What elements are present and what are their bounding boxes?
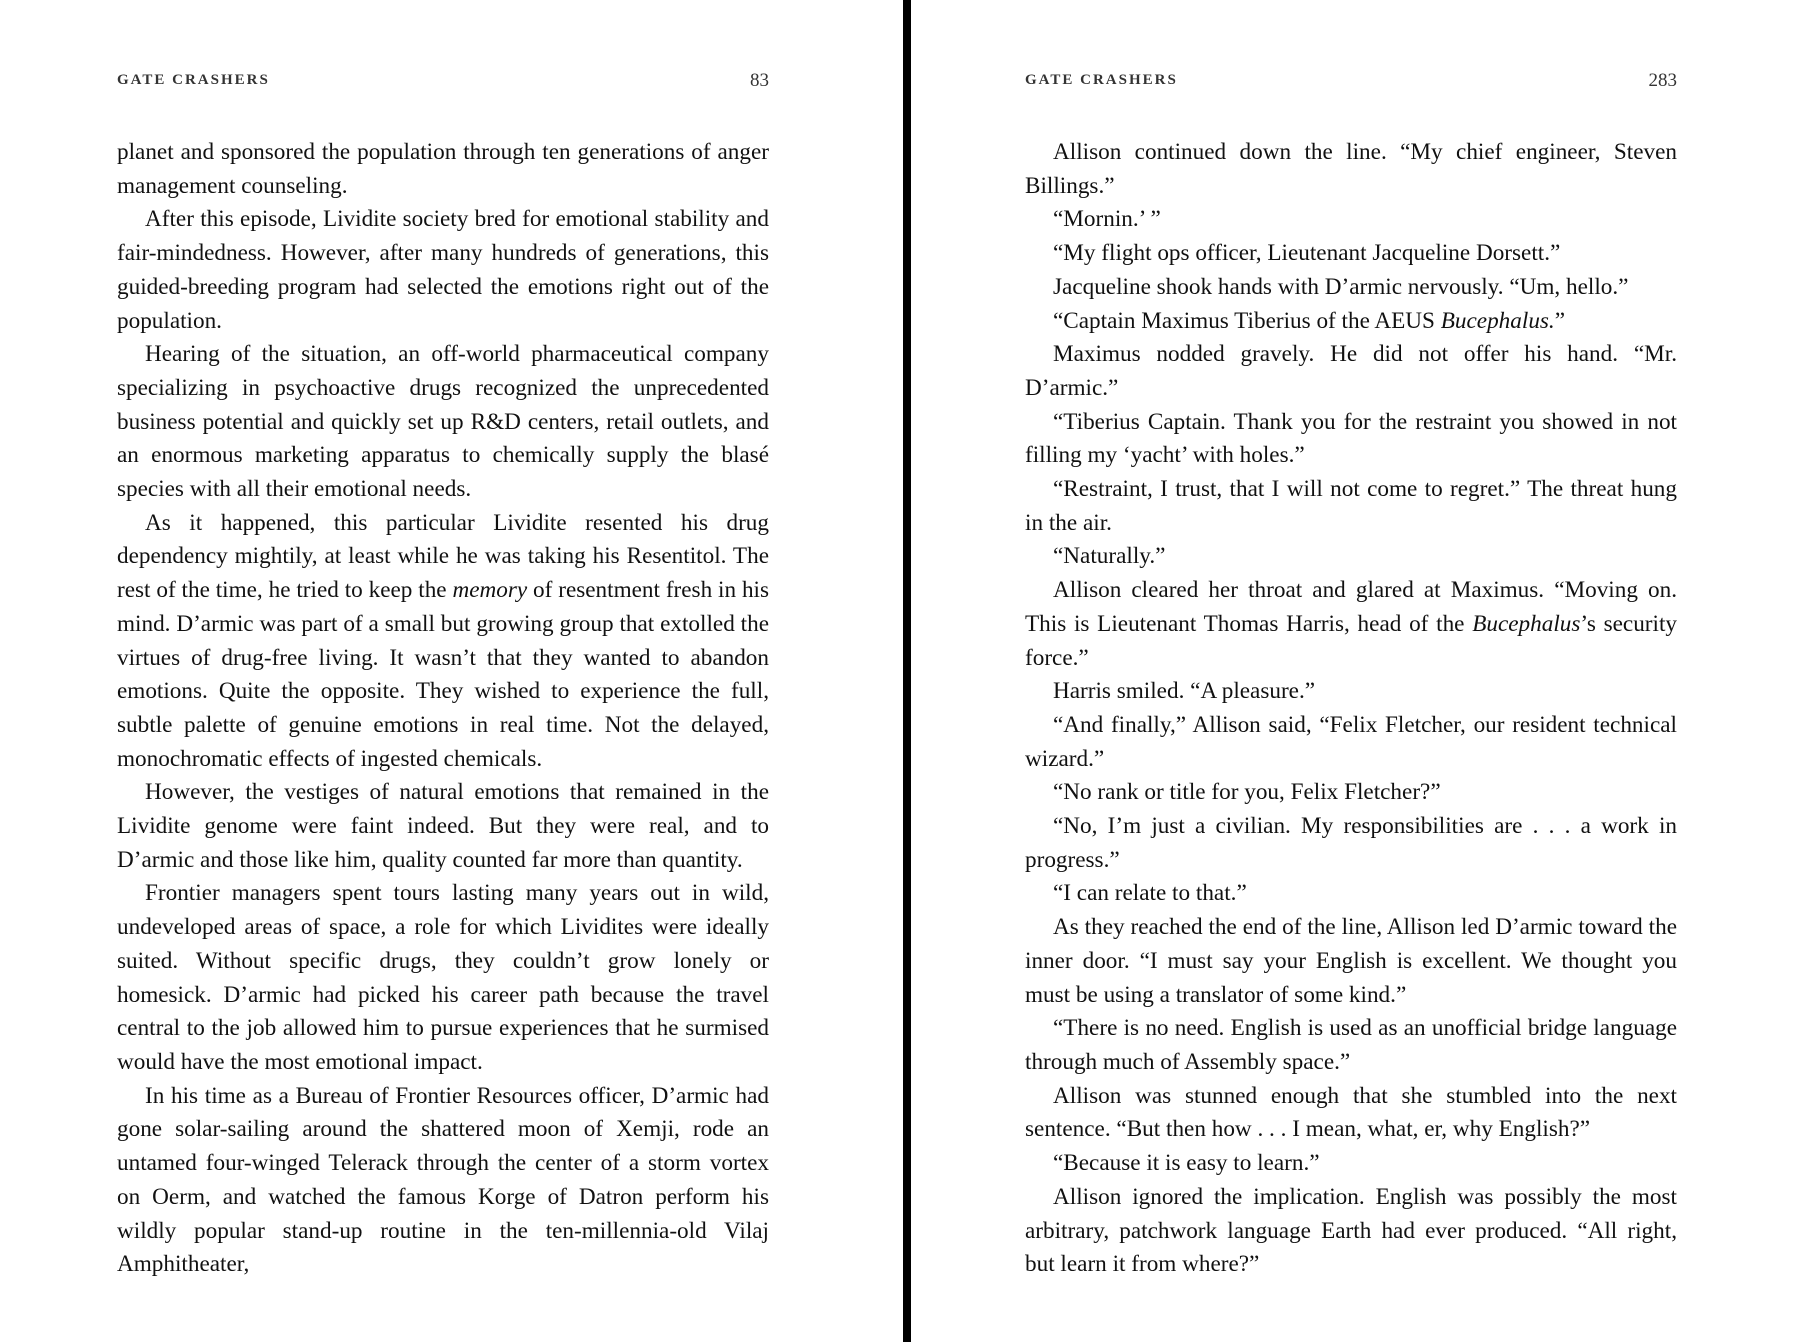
left-page [117,0,769,1342]
right-paragraph: “Tiberius Captain. Thank you for the restraint you showed in not filling my ‘yacht’ with holes.” [1025,408,1677,469]
right-paragraph: Harris smiled. “A pleasure.” [1053,678,1316,705]
right-running-head [1025,70,1677,94]
right-paragraph: “No, I’m just a civilian. My responsibilities are . . . a work in progress.” [1025,813,1677,873]
right-paragraph: As they reached the end of the line, Allison led D’armic toward the inner door. “I must say your English is excellent. We thought you must be using a translator of some kind.” [1025,914,1677,1008]
right-paragraph: “My flight ops officer, Lieutenant Jacqueline Dorsett.” [1053,240,1561,267]
left-paragraph [117,507,769,777]
right-paragraph: Jacqueline shook hands with D’armic nervously. “Um, hello.” [1053,273,1629,300]
right-page-number: 283 [1648,70,1677,91]
right-paragraph: “I can relate to that.” [1053,880,1247,907]
right-paragraph: “And finally,” Allison said, “Felix Fletcher, our resident technical wizard.” [1025,711,1677,772]
left-paragraph: Frontier managers spent tours lasting many years out in wild, undeveloped areas of space, a role for which Lividites were ideally suited. Without specific drugs, they couldn’t grow lonely or homesick. D’armic had picked his career path because the travel central to the job allowed him to pursue experiences that he surmised would have the most emotional impact. [117,880,769,1075]
left-paragraph: However, the vestiges of natural emotions that remained in the Lividite genome were faint indeed. But they were real, and to D’armic and those like him, quality counted far more than quantity. [117,779,769,873]
right-paragraph: “There is no need. English is used as an unofficial bridge language through much of Assembly space.” [1025,1015,1677,1075]
book-spine-divider [903,0,911,1342]
text-run: ” [1554,307,1566,334]
text-run: As it happened, this particular Lividite resented his drug dependency mightily, at least while he was taking his Resentitol. The rest of the time, he tried to keep the [117,509,769,604]
right-body-text [1025,136,1677,1282]
text-run: Allison cleared her throat and glared at Maximus. “Moving on. This is Lieutenant Thomas Harris, head of the [1025,577,1677,637]
right-paragraph: Allison was stunned enough that she stumbled into the next sentence. “But then how . . . I mean, what, er, why English?” [1025,1082,1677,1143]
italic-run: Bucephalus [1472,610,1581,637]
italic-run: Bucephalus. [1440,307,1555,334]
left-running-head [117,70,769,94]
left-paragraph: In his time as a Bureau of Frontier Resources officer, D’armic had gone solar-sailing around the shattered moon of Xemji, rode an untamed four-winged Telerack through the center of a storm vortex on Oerm, and watched the famous Korge of Datron perform his wildly popular stand-up routine in the ten-millennia-old Vilaj Amphitheater, [117,1082,769,1278]
left-body-text [117,136,769,1282]
left-running-title: GATE CRASHERS [117,72,270,88]
left-paragraph: Hearing of the situation, an off-world pharmaceutical company specializing in psychoactive drugs recognized the unprecedented business potential and quickly set up R&D centers, retail outlets, and an enormous marketing apparatus to chemically supply the blasé species with all their emotional needs. [117,341,769,503]
right-paragraph [1025,574,1677,675]
right-paragraph: “Naturally.” [1053,543,1166,570]
right-paragraph: “Restraint, I trust, that I will not come to regret.” The threat hung in the air. [1025,476,1677,536]
text-run: of resentment fresh in his mind. D’armic was part of a small but growing group that extolled the virtues of drug-free living. It wasn’t that they wanted to abandon emotions. Quite the opposite. They wished to experience the full, subtle palette of genuine emotions in real time. Not the delayed, monochromatic effects of ingested chemicals. [117,577,770,772]
right-paragraph: Maximus nodded gravely. He did not offer his hand. “Mr. D’armic.” [1025,341,1677,401]
right-paragraph: “Because it is easy to learn.” [1053,1150,1320,1177]
italic-run: memory [452,577,528,604]
left-paragraph: planet and sponsored the population through ten generations of anger management counseling. [117,139,769,199]
text-run: ’s security force.” [1025,610,1678,671]
left-paragraph: After this episode, Lividite society bred for emotional stability and fair-mindedness. However, after many hundreds of generations, this guided-breeding program had selected the emotions right out of the population. [117,206,769,334]
text-run: “Captain Maximus Tiberius of the AEUS [1053,307,1435,334]
right-running-title: GATE CRASHERS [1025,72,1178,88]
right-paragraph: Allison continued down the line. “My chief engineer, Steven Billings.” [1025,139,1677,199]
left-page-number: 83 [750,70,769,91]
right-paragraph: “Mornin.’ ” [1053,206,1161,233]
right-paragraph: “No rank or title for you, Felix Fletcher?” [1053,779,1441,806]
right-paragraph [1025,305,1677,339]
right-page [1025,0,1677,1342]
right-paragraph: Allison ignored the implication. English was possibly the most arbitrary, patchwork language Earth had ever produced. “All right, but learn it from where?” [1025,1183,1677,1278]
